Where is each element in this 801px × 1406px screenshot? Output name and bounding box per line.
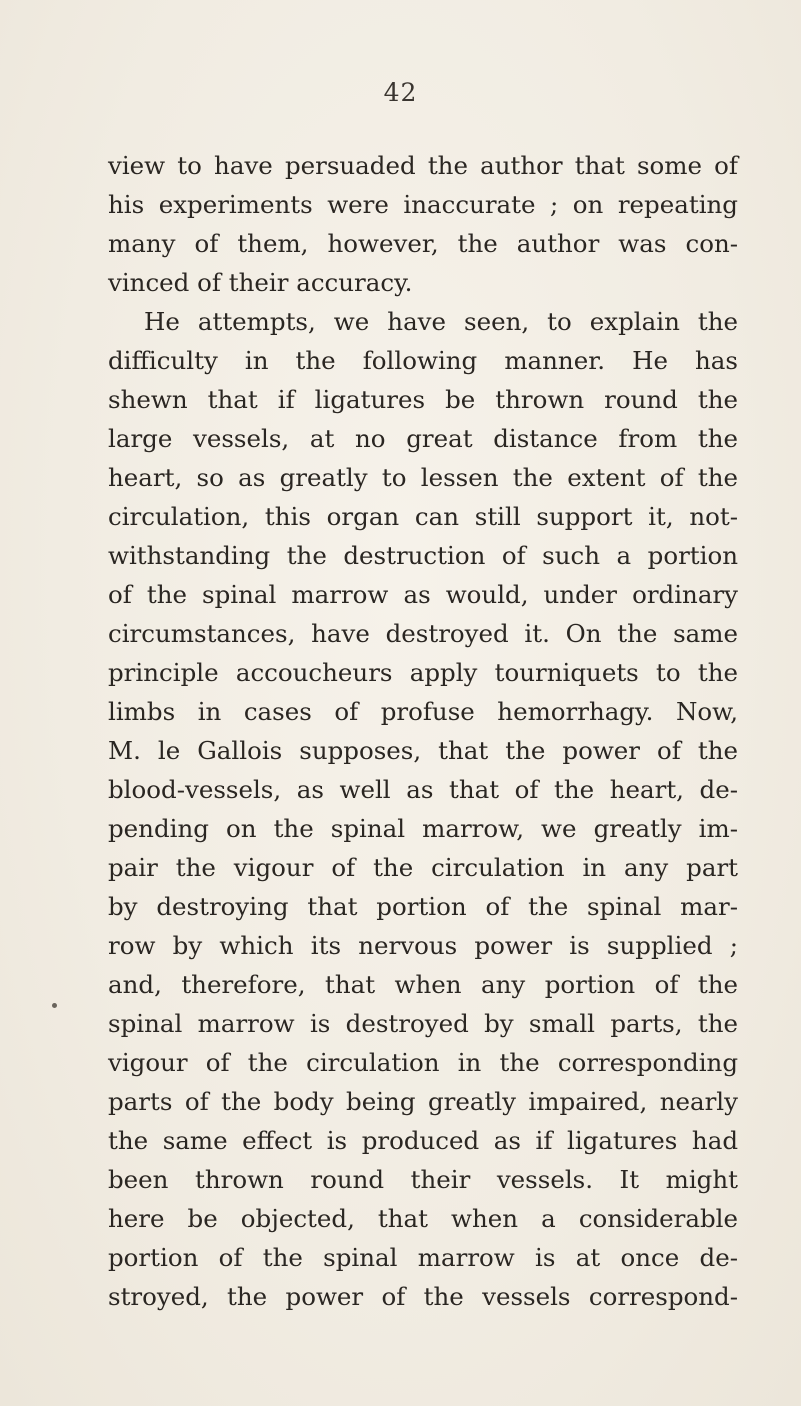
text-line: pair the vigour of the circulation in any part: [108, 853, 738, 882]
text-line: vigour of the circulation in the corresponding: [108, 1048, 738, 1077]
page-number: 42: [383, 78, 418, 107]
paragraph-start-line: He attempts, we have seen, to explain the: [144, 307, 738, 336]
text-line: difficulty in the following manner. He has: [108, 346, 738, 375]
text-line: his experiments were inaccurate ; on repeating: [108, 190, 738, 219]
text-line: row by which its nervous power is supplied ;: [108, 931, 738, 960]
text-line: portion of the spinal marrow is at once de-: [108, 1243, 738, 1272]
text-line: parts of the body being greatly impaired, nearly: [108, 1087, 738, 1116]
text-line: limbs in cases of profuse hemorrhagy. Now,: [108, 697, 738, 726]
text-line: circulation, this organ can still support it, not-: [108, 502, 738, 531]
text-line: many of them, however, the author was con-: [108, 229, 738, 258]
text-line: vinced of their accuracy.: [108, 268, 413, 297]
text-line: here be objected, that when a considerable: [108, 1204, 738, 1233]
text-line: pending on the spinal marrow, we greatly im-: [108, 814, 738, 843]
text-line: view to have persuaded the author that some of: [108, 151, 738, 180]
text-line: been thrown round their vessels. It might: [108, 1165, 738, 1194]
text-line: heart, so as greatly to lessen the extent of the: [108, 463, 738, 492]
text-line: stroyed, the power of the vessels correspond-: [108, 1282, 738, 1311]
ink-speck: [52, 1003, 57, 1008]
text-line: large vessels, at no great distance from the: [108, 424, 738, 453]
text-line: circumstances, have destroyed it. On the same: [108, 619, 738, 648]
text-line: shewn that if ligatures be thrown round the: [108, 385, 738, 414]
text-line: the same effect is produced as if ligatures had: [108, 1126, 738, 1155]
text-line: principle accoucheurs apply tourniquets to the: [108, 658, 738, 687]
text-line: M. le Gallois supposes, that the power of the: [108, 736, 738, 765]
text-line: withstanding the destruction of such a portion: [108, 541, 738, 570]
text-line: of the spinal marrow as would, under ordinary: [108, 580, 738, 609]
text-line: spinal marrow is destroyed by small parts, the: [108, 1009, 738, 1038]
text-line: blood-vessels, as well as that of the heart, de-: [108, 775, 738, 804]
text-line: by destroying that portion of the spinal mar-: [108, 892, 738, 921]
text-line: and, therefore, that when any portion of the: [108, 970, 738, 999]
